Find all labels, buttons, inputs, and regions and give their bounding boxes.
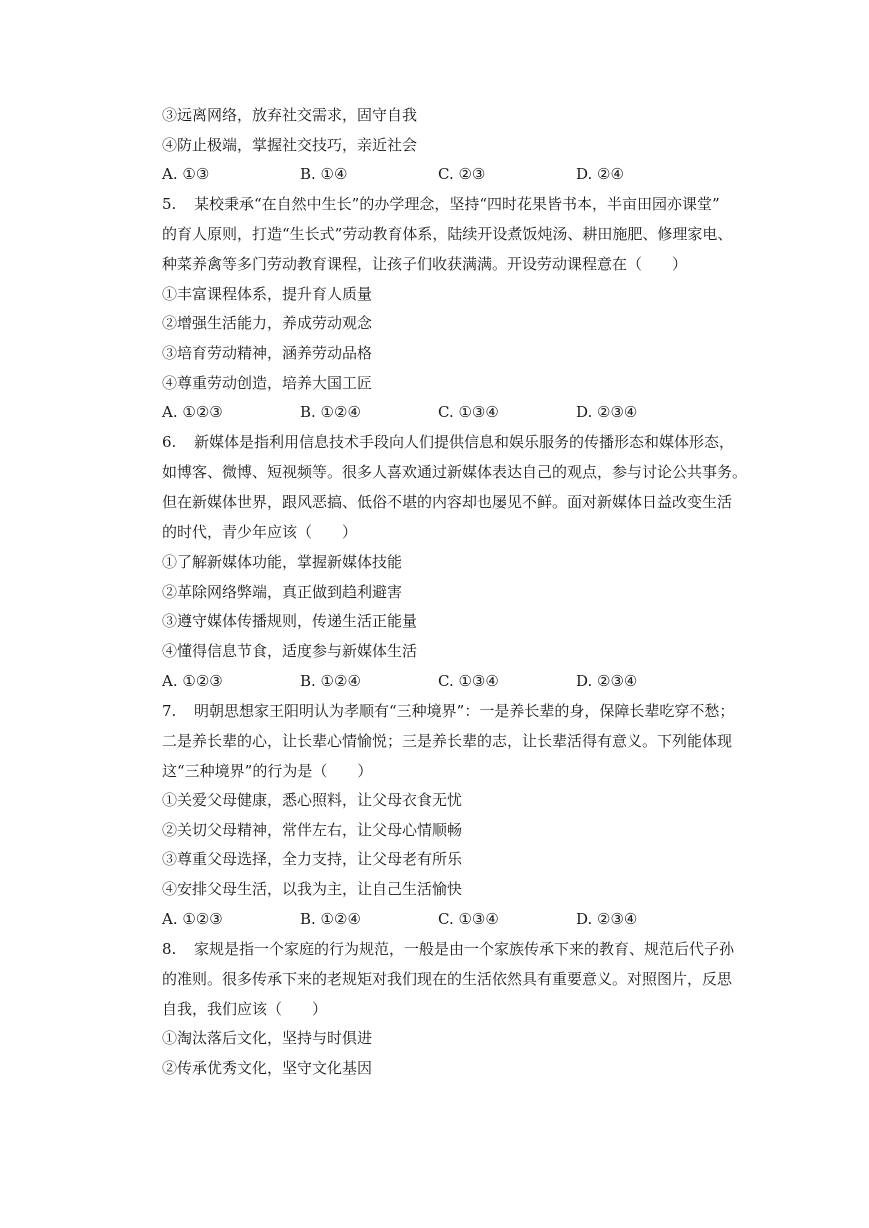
q7-option-b: B. ①②④ xyxy=(300,910,361,928)
q6-number: 6. xyxy=(162,433,177,451)
q7-item-3: ③尊重父母选择，全力支持，让父母老有所乐 xyxy=(162,850,463,868)
q8-number: 8. xyxy=(162,940,177,958)
q8-stem-line-2: 的准则。很多传承下来的老规矩对我们现在的生活依然具有重要意义。对照图片，反思 xyxy=(162,970,733,988)
q5-option-c: C. ①③④ xyxy=(438,403,499,421)
q4-options xyxy=(162,164,742,184)
q7-stem-line-3: 这“三种境界”的行为是（ ） xyxy=(162,762,373,780)
q5-options xyxy=(162,402,742,422)
q8-stem-line-3: 自我，我们应该（ ） xyxy=(162,1000,328,1018)
q6-options xyxy=(162,671,742,691)
q6-option-d: D. ②③④ xyxy=(576,672,638,690)
q7-item-2: ②关切父母精神，常伴左右，让父母心情顺畅 xyxy=(162,821,463,839)
q4-option-b: B. ①④ xyxy=(300,165,348,183)
q5-option-b: B. ①②④ xyxy=(300,403,361,421)
q4-option-d: D. ②④ xyxy=(576,165,624,183)
q5-stem-line-2: 的育人原则，打造“生长式”劳动教育体系，陆续开设煮饭炖汤、耕田施肥、修理家电、 xyxy=(162,225,733,243)
q5-stem-line-3: 种菜养禽等多门劳动教育课程，让孩子们收获满满。开设劳动课程意在（ ） xyxy=(162,255,688,273)
q4-option-a: A. ①③ xyxy=(162,165,210,183)
q4-option-c: C. ②③ xyxy=(438,165,486,183)
q5-item-2: ②增强生活能力，养成劳动观念 xyxy=(162,314,373,332)
q8-stem-text-1: 家规是指一个家庭的行为规范，一般是由一个家族传承下来的教育、规范后代子孙 xyxy=(194,940,735,958)
q7-item-4: ④安排父母生活，以我为主，让自己生活愉快 xyxy=(162,880,463,898)
q6-stem-text-1: 新媒体是指利用信息技术手段向人们提供信息和娱乐服务的传播形态和媒体形态， xyxy=(194,433,735,451)
q4-item-3: ③远离网络，放弃社交需求，固守自我 xyxy=(162,106,418,124)
q5-stem-line-1 xyxy=(162,194,742,214)
q7-stem-line-2: 二是养长辈的心，让长辈心情愉悦；三是养长辈的志，让长辈活得有意义。下列能体现 xyxy=(162,732,733,750)
q6-option-c: C. ①③④ xyxy=(438,672,499,690)
q6-stem-line-4: 的时代，青少年应该（ ） xyxy=(162,523,358,541)
q6-option-a: A. ①②③ xyxy=(162,672,223,690)
q7-number: 7. xyxy=(162,702,177,720)
q6-option-b: B. ①②④ xyxy=(300,672,361,690)
q7-option-a: A. ①②③ xyxy=(162,910,223,928)
q4-item-4: ④防止极端，掌握社交技巧，亲近社会 xyxy=(162,136,418,154)
q6-item-1: ①了解新媒体功能，掌握新媒体技能 xyxy=(162,553,403,571)
q8-stem-line-1 xyxy=(162,939,742,959)
q5-option-d: D. ②③④ xyxy=(576,403,638,421)
q7-option-d: D. ②③④ xyxy=(576,910,638,928)
q8-item-2: ②传承优秀文化，坚守文化基因 xyxy=(162,1059,373,1077)
q7-option-c: C. ①③④ xyxy=(438,910,499,928)
q5-item-4: ④尊重劳动创造，培养大国工匠 xyxy=(162,374,373,392)
q6-stem-line-2: 如博客、微博、短视频等。很多人喜欢通过新媒体表达自己的观点，参与讨论公共事务。 xyxy=(162,463,748,481)
q5-number: 5. xyxy=(162,195,177,213)
q7-item-1: ①关爱父母健康，悉心照料，让父母衣食无忧 xyxy=(162,791,463,809)
q6-item-4: ④懂得信息节食，适度参与新媒体生活 xyxy=(162,642,418,660)
q5-stem-text-1: 某校秉承“在自然中生长”的办学理念，坚持“四时花果皆书本，半亩田园亦课堂” xyxy=(194,195,720,213)
q5-option-a: A. ①②③ xyxy=(162,403,223,421)
q6-item-2: ②革除网络弊端，真正做到趋利避害 xyxy=(162,583,403,601)
q6-stem-line-1 xyxy=(162,432,742,452)
q5-item-3: ③培育劳动精神，涵养劳动品格 xyxy=(162,344,373,362)
q7-stem-line-1 xyxy=(162,701,742,721)
q6-stem-line-3: 但在新媒体世界，跟风恶搞、低俗不堪的内容却也屡见不鲜。面对新媒体日益改变生活 xyxy=(162,493,733,511)
q5-item-1: ①丰富课程体系，提升育人质量 xyxy=(162,285,373,303)
q7-options xyxy=(162,909,742,929)
q8-item-1: ①淘汰落后文化，坚持与时俱进 xyxy=(162,1029,373,1047)
q7-stem-text-1: 明朝思想家王阳明认为孝顺有“三种境界”：一是养长辈的身，保障长辈吃穿不愁； xyxy=(194,702,735,720)
q6-item-3: ③遵守媒体传播规则，传递生活正能量 xyxy=(162,612,418,630)
